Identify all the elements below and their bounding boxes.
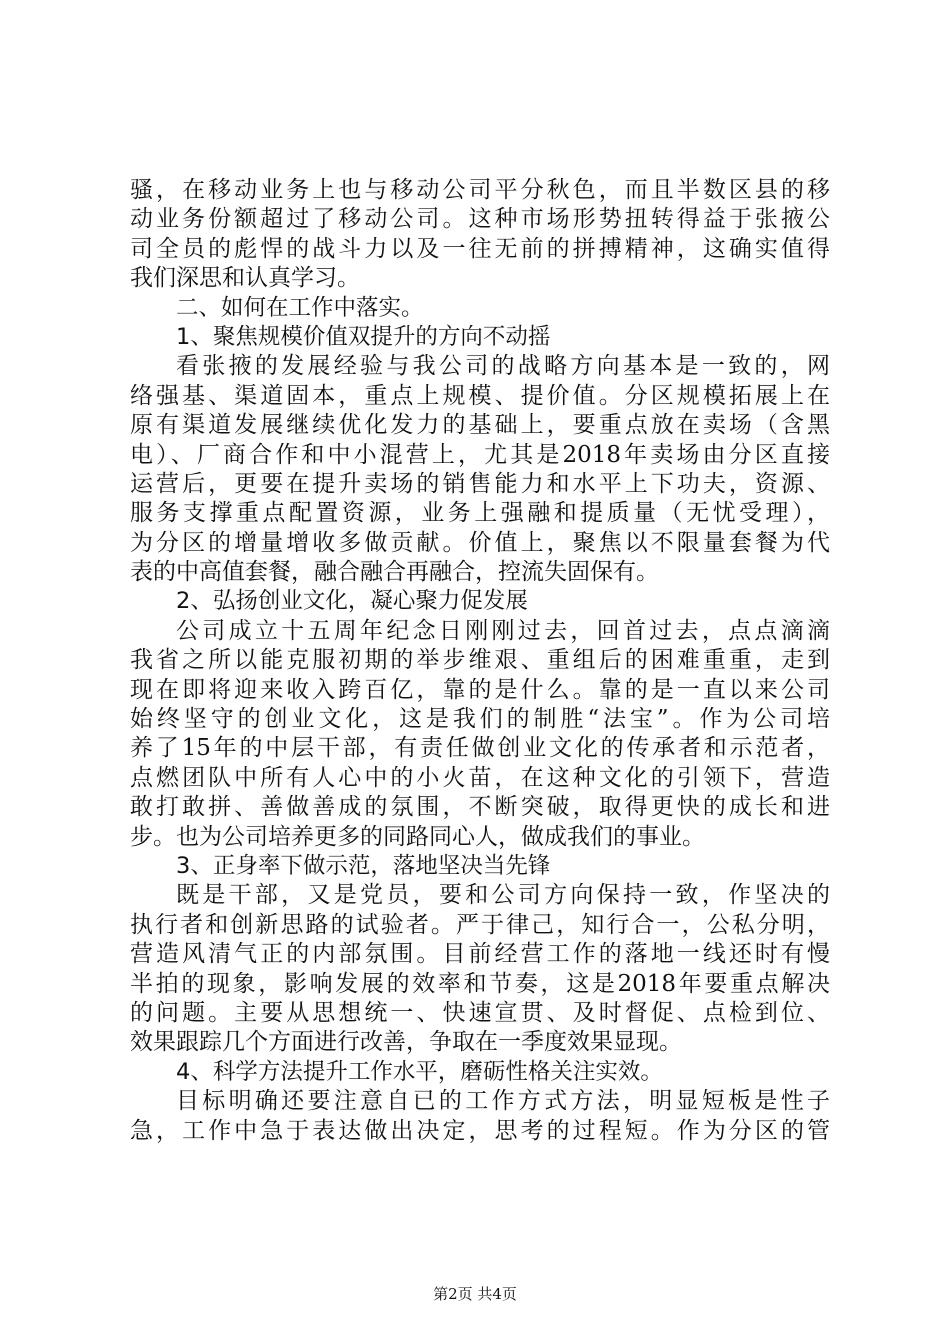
paragraph-line: 步。也为公司培养更多的同路同心人，做成我们的事业。: [130, 823, 705, 850]
paragraph-line: 表的中高值套餐，融合融合再融合，控流失固保有。: [130, 559, 659, 586]
paragraph-line: 始终坚守的创业文化，这是我们的制胜“法宝”。作为公司培: [130, 706, 830, 733]
paragraph-line: 现在即将迎来收入跨百亿，靠的是什么。靠的是一直以来公司: [130, 676, 830, 703]
paragraph-line: 效果跟踪几个方面进行改善，争取在一季度效果显现。: [130, 1029, 682, 1056]
paragraph-line: 我们深思和认真学习。: [130, 265, 360, 292]
section-heading: 2、弘扬创业文化，凝心聚力促发展: [176, 588, 528, 615]
section-heading: 1、聚焦规模价值双提升的方向不动摇: [176, 323, 551, 350]
paragraph-line: 运营后，更要在提升卖场的销售能力和水平上下功夫，资源、: [130, 470, 830, 497]
page-footer: 第2页 共4页: [433, 1285, 517, 1303]
paragraph-line: 为分区的增量增收多做贡献。价值上，聚焦以不限量套餐为代: [130, 529, 830, 556]
paragraph-line: 看张掖的发展经验与我公司的战略方向基本是一致的，网: [176, 353, 830, 380]
paragraph-line: 司全员的彪悍的战斗力以及一往无前的拼搏精神，这确实值得: [130, 235, 830, 262]
paragraph-line: 既是干部，又是党员，要和公司方向保持一致，作坚决的: [176, 882, 830, 909]
paragraph-line: 执行者和创新思路的试验者。严于律己，知行合一，公私分明，: [130, 911, 830, 938]
paragraph-line: 点燃团队中所有人心中的小火苗，在这种文化的引领下，营造: [130, 764, 830, 791]
paragraph-line: 营造风清气正的内部氛围。目前经营工作的落地一线还时有慢: [130, 941, 830, 968]
paragraph-line: 敢打敢拼、善做善成的氛围，不断突破，取得更快的成长和进: [130, 794, 830, 821]
paragraph-line: 目标明确还要注意自已的工作方式方法，明显短板是性子: [176, 1088, 830, 1115]
paragraph-line: 养了15年的中层干部，有责任做创业文化的传承者和示范者，: [130, 735, 830, 762]
paragraph-line: 公司成立十五周年纪念日刚刚过去，回首过去，点点滴滴: [176, 617, 830, 644]
section-heading: 3、正身率下做示范，落地坚决当先锋: [176, 852, 551, 879]
paragraph-line: 动业务份额超过了移动公司。这种市场形势扭转得益于张掖公: [130, 206, 830, 233]
paragraph-line: 急，工作中急于表达做出决定，思考的过程短。作为分区的管: [130, 1117, 830, 1144]
paragraph-line: 骚，在移动业务上也与移动公司平分秋色，而且半数区县的移: [130, 177, 830, 203]
section-heading: 4、科学方法提升工作水平，磨砺性格关注实效。: [176, 1058, 663, 1085]
paragraph-line: 半拍的现象，影响发展的效率和节奏，这是2018年要重点解决: [130, 970, 830, 997]
document-body: [130, 176, 830, 1146]
paragraph-line: 络强基、渠道固本，重点上规模、提价值。分区规模拓展上在: [130, 382, 830, 409]
paragraph-line: 的问题。主要从思想统一、快速宣贯、及时督促、点检到位、: [130, 999, 830, 1026]
paragraph-line: 电）、厂商合作和中小混营上，尤其是2018年卖场由分区直接: [130, 441, 830, 468]
paragraph-line: 原有渠道发展继续优化发力的基础上，要重点放在卖场（含黑: [130, 412, 830, 439]
section-heading: 二、如何在工作中落实。: [176, 294, 424, 321]
paragraph-line: 服务支撑重点配置资源，业务上强融和提质量（无忧受理），: [130, 500, 830, 527]
paragraph-line: 我省之所以能克服初期的举步维艰、重组后的困难重重，走到: [130, 647, 830, 674]
